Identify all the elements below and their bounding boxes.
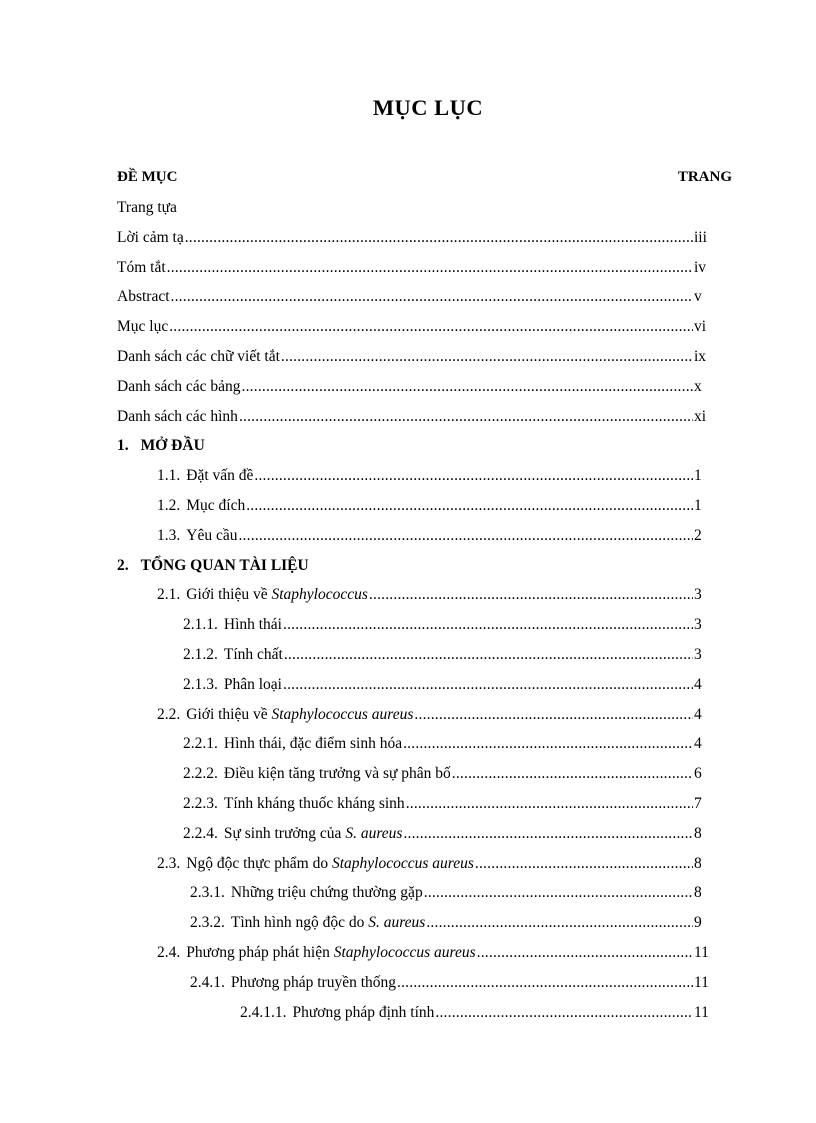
toc-entry-number: 2.: [117, 556, 129, 574]
toc-entry-text: Tính kháng thuốc kháng sinh: [223, 794, 405, 812]
dot-leader: [435, 998, 693, 1028]
toc-entry: [0, 819, 716, 849]
toc-entry: [0, 312, 716, 342]
toc-page-number: v: [694, 288, 702, 306]
dot-leader: [452, 759, 693, 789]
toc-entry-text: Mục lục: [117, 318, 169, 336]
toc-section-heading: [0, 551, 716, 581]
dot-leader: [369, 580, 693, 610]
toc-page-number: 4: [694, 735, 702, 753]
toc-entry: [0, 342, 716, 372]
toc-entry: [0, 193, 716, 223]
toc-page-number: 3: [694, 616, 702, 634]
toc-entry: [0, 938, 716, 968]
toc-page-number: 11: [694, 943, 709, 961]
toc-entry: [0, 223, 716, 253]
toc-entry-text: Phân loại: [223, 675, 282, 693]
toc-entry-title: [157, 700, 413, 730]
toc-page-number: 2: [694, 526, 702, 544]
toc-entry-text: Sự sinh trưởng của: [223, 824, 346, 842]
toc-entry-title: [190, 878, 423, 908]
toc-entry-number: 2.1.2.: [183, 645, 218, 663]
toc-entry-number: 2.1.: [157, 586, 181, 604]
toc-entry-text: Điều kiện tăng trưởng và sự phân bố: [223, 765, 451, 783]
toc-entry-text: Hình thái: [223, 616, 282, 634]
toc-entry-number: 2.2.3.: [183, 794, 218, 812]
toc-page-number: 9: [694, 914, 702, 932]
toc-page-number: 7: [694, 794, 702, 812]
toc-entry-text: Đặt vấn đề: [186, 467, 254, 485]
toc-page-number: iii: [694, 228, 707, 246]
toc-entry-title: [157, 849, 474, 879]
toc-entry-number: 2.1.3.: [183, 675, 218, 693]
toc-page-number: 11: [694, 1003, 709, 1021]
toc-entry-italic-text: S. aureus: [368, 914, 426, 932]
toc-entry: [0, 908, 716, 938]
toc-entry: [0, 849, 716, 879]
toc-entry-italic-text: Staphylococcus: [271, 586, 368, 604]
toc-entry: [0, 670, 716, 700]
toc-entry-text: Hình thái, đặc điểm sinh hóa: [223, 735, 403, 753]
dot-leader: [238, 521, 693, 551]
dot-leader: [475, 849, 693, 879]
toc-entry-number: 1.3.: [157, 526, 181, 544]
toc-entry-title: [117, 402, 238, 432]
toc-entry-text: Tính chất: [223, 645, 283, 663]
toc-entry-title: [157, 521, 237, 551]
toc-entry-number: 2.3.1.: [190, 884, 225, 902]
toc-page-number: 3: [694, 645, 702, 663]
toc-entry-italic-text: S. aureus: [345, 824, 403, 842]
toc-entry-title: [157, 461, 253, 491]
toc-entry-title: [117, 193, 177, 223]
toc-entry-title: [157, 580, 368, 610]
toc-entry-title: [183, 670, 282, 700]
toc-entry-title: [117, 253, 166, 283]
dot-leader: [426, 908, 693, 938]
toc-entry-number: 1.2.: [157, 496, 181, 514]
toc-page-number: vi: [694, 318, 707, 336]
toc-entry-title: [183, 729, 402, 759]
dot-leader: [283, 610, 693, 640]
toc-entry: [0, 372, 716, 402]
toc-page-number: 8: [694, 884, 702, 902]
dot-leader: [171, 282, 693, 312]
toc-entry: [0, 461, 716, 491]
toc-entry-text: Tình hình ngộ độc do: [230, 914, 369, 932]
toc-entry-text: Giới thiệu về: [186, 705, 272, 723]
toc-page-number: ix: [694, 347, 707, 365]
dot-leader: [169, 312, 693, 342]
column-header-page: TRANG: [677, 169, 732, 185]
toc-entry-title: [183, 789, 405, 819]
toc-page-number: 4: [694, 675, 702, 693]
toc-entry-title: [157, 491, 245, 521]
toc-entry-title: [117, 551, 309, 581]
toc-entry: [0, 759, 716, 789]
toc-entry-text: Danh sách các hình: [117, 407, 238, 425]
toc-entry-italic-text: Staphylococcus aureus: [271, 705, 414, 723]
toc-entry-text: TỔNG QUAN TÀI LIỆU: [140, 556, 309, 574]
toc-entry: [0, 789, 716, 819]
toc-section-heading: [0, 431, 716, 461]
dot-leader: [406, 789, 693, 819]
toc-entry-number: 2.2.: [157, 705, 181, 723]
dot-leader: [284, 640, 693, 670]
toc-entry-text: Yêu cầu: [186, 526, 238, 544]
dot-leader: [281, 342, 693, 372]
toc-page-number: iv: [694, 258, 707, 276]
toc-page-number: 8: [694, 824, 702, 842]
toc-entry-number: 2.4.1.1.: [240, 1003, 287, 1021]
dot-leader: [403, 819, 693, 849]
page-title: MỤC LỤC: [372, 95, 484, 120]
toc-entry: [0, 700, 716, 730]
toc-entry-title: [117, 372, 241, 402]
toc-entry-title: [240, 998, 434, 1028]
dot-leader: [477, 938, 693, 968]
toc-entry-text: Giới thiệu về: [186, 586, 272, 604]
toc-entry-title: [117, 312, 168, 342]
dot-leader: [167, 253, 693, 283]
dot-leader: [403, 729, 693, 759]
toc-entry: [0, 640, 716, 670]
toc-entry-italic-text: Staphylococcus aureus: [331, 854, 474, 872]
toc-entry-title: [117, 342, 280, 372]
toc-entry-number: 2.2.1.: [183, 735, 218, 753]
dot-leader: [239, 402, 693, 432]
toc-entry-italic-text: Staphylococcus aureus: [333, 943, 476, 961]
toc-entry-title: [190, 908, 425, 938]
toc-entry-number: 1.: [117, 437, 129, 455]
toc-page-number: xi: [694, 407, 707, 425]
toc-entry: [0, 282, 716, 312]
dot-leader: [254, 461, 693, 491]
toc-entry-number: 2.4.1.: [190, 973, 225, 991]
dot-leader: [397, 968, 693, 998]
toc-page-number: 4: [694, 705, 702, 723]
toc-entry-text: Phương pháp phát hiện: [186, 943, 334, 961]
toc-entry-number: 2.3.2.: [190, 914, 225, 932]
toc-page-number: 1: [694, 467, 702, 485]
column-header-section: ĐỀ MỤC: [117, 169, 178, 185]
toc-entry-title: [157, 938, 476, 968]
dot-leader: [283, 670, 693, 700]
toc-entry: [0, 491, 716, 521]
dot-leader: [414, 700, 693, 730]
toc-entry-number: 2.2.4.: [183, 824, 218, 842]
toc-entry-number: 2.2.2.: [183, 765, 218, 783]
toc-entry-title: [117, 223, 184, 253]
toc-entry-text: Lời cảm tạ: [117, 228, 184, 246]
toc-entry: [0, 610, 716, 640]
toc-entry-title: [117, 431, 205, 461]
toc-entry-title: [183, 610, 282, 640]
toc-entry-title: [183, 759, 451, 789]
toc-entry-text: Danh sách các bảng: [117, 377, 241, 395]
toc-page-number: 3: [694, 586, 702, 604]
dot-leader: [185, 223, 693, 253]
dot-leader: [246, 491, 693, 521]
dot-leader: [242, 372, 693, 402]
toc-entry: [0, 968, 716, 998]
toc-entry: [0, 253, 716, 283]
toc-entry: [0, 580, 716, 610]
toc-page-number: x: [694, 377, 702, 395]
toc-page-number: 1: [694, 496, 702, 514]
toc-page-number: 6: [694, 765, 702, 783]
toc-entry-text: Phương pháp truyền thống: [230, 973, 397, 991]
toc-entry-text: MỞ ĐẦU: [140, 437, 205, 455]
toc-entry-text: Danh sách các chữ viết tắt: [117, 347, 280, 365]
toc-entry-text: Mục đích: [186, 496, 246, 514]
toc-entry-text: Trang tựa: [117, 199, 177, 216]
toc-entry-text: Abstract: [117, 288, 170, 306]
toc-entry-number: 2.4.: [157, 943, 181, 961]
toc-entry-text: Những triệu chứng thường gặp: [230, 884, 423, 902]
toc-entry-title: [117, 282, 170, 312]
toc-entry-number: 1.1.: [157, 467, 181, 485]
toc-entry-text: Ngộ độc thực phẩm do: [186, 854, 332, 872]
toc-entry-text: Tóm tắt: [117, 258, 166, 276]
toc-entry: [0, 521, 716, 551]
toc-entry-title: [183, 640, 283, 670]
toc-entry-number: 2.1.1.: [183, 616, 218, 634]
toc-entry-text: Phương pháp định tính: [292, 1003, 435, 1021]
toc-entry: [0, 729, 716, 759]
dot-leader: [424, 878, 693, 908]
toc-page-number: 11: [694, 973, 709, 991]
toc-entry: [0, 998, 716, 1028]
toc-entry-title: [183, 819, 402, 849]
toc-entry: [0, 402, 716, 432]
table-of-contents: [0, 193, 816, 1027]
toc-page-number: 8: [694, 854, 702, 872]
toc-entry-number: 2.3.: [157, 854, 181, 872]
toc-entry-title: [190, 968, 396, 998]
toc-entry: [0, 878, 716, 908]
